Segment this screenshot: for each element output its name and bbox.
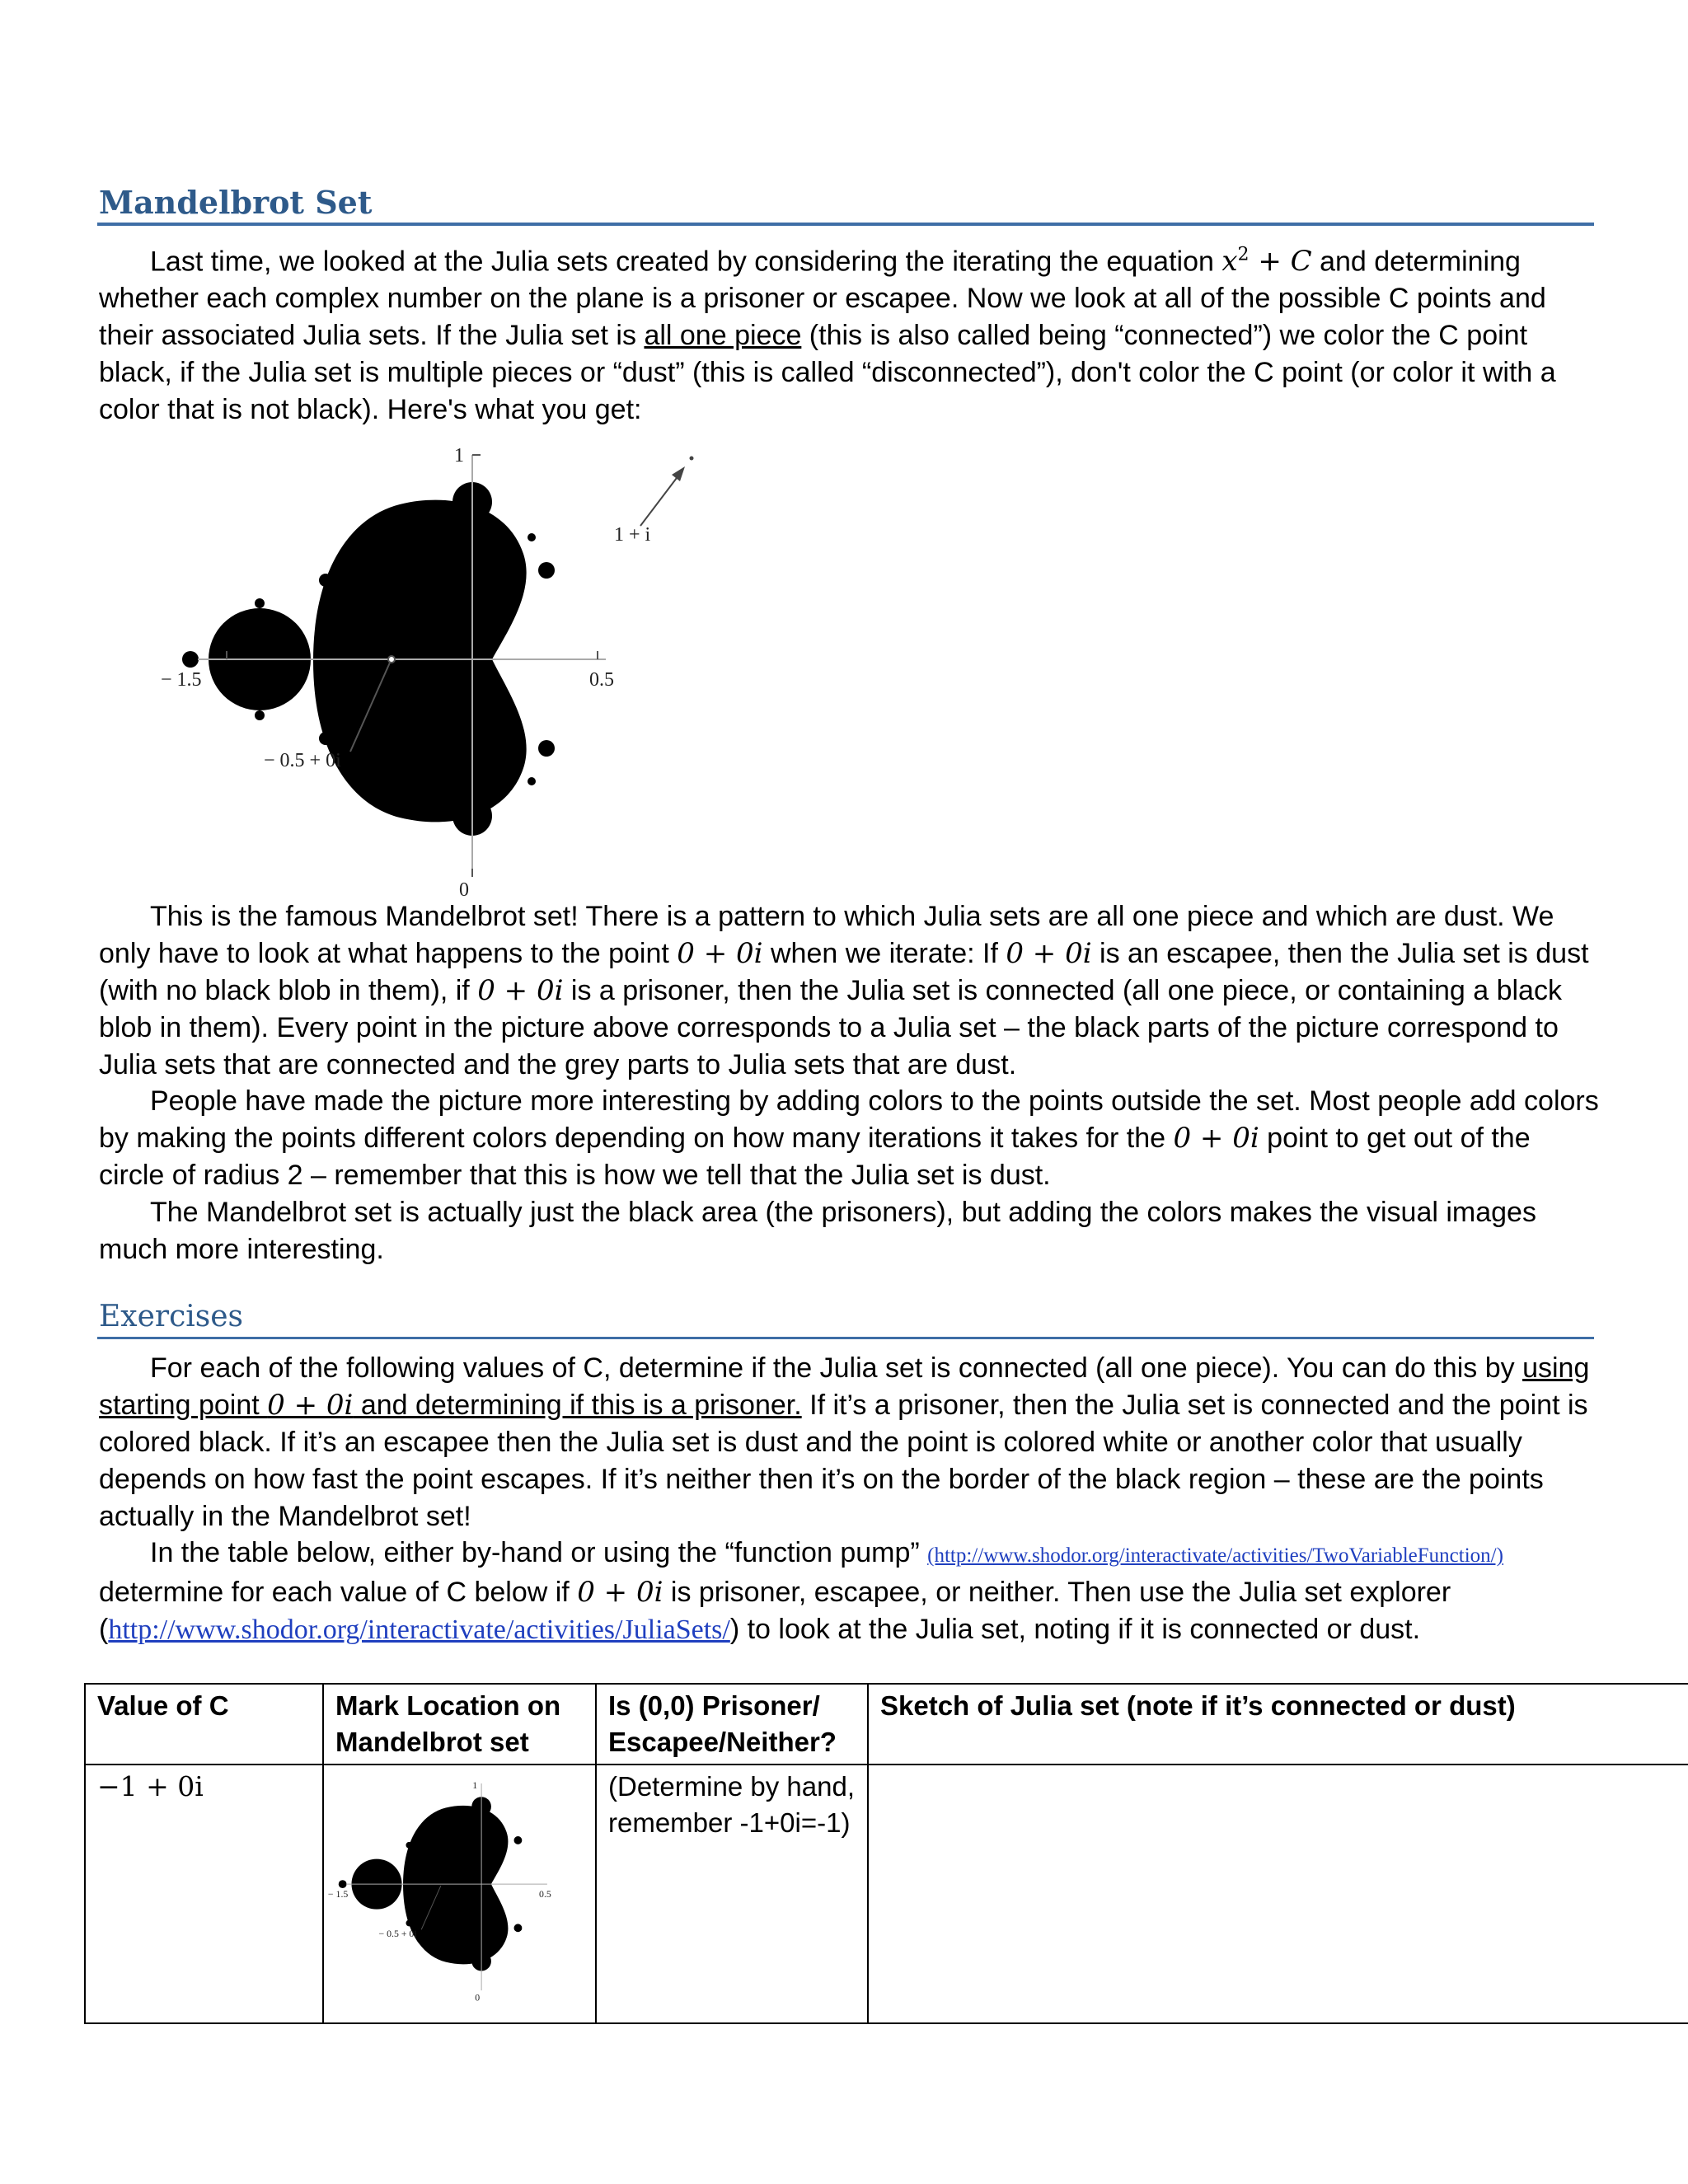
thumb-label-left: − 1.5: [327, 1887, 349, 1900]
math-origin-4: 0 + 0i: [1173, 1122, 1259, 1155]
math-origin-6: 0 + 0i: [577, 1576, 663, 1609]
exercises-heading: Exercises: [99, 1300, 244, 1333]
function-pump-link[interactable]: (http://www.shodor.org/interactivate/activities/TwoVariableFunction/): [927, 1544, 1503, 1567]
pattern-text-1: This is the famous Mandelbrot set! There is a pattern to which Julia sets are all one piece and which are dust. We only have to look at what happens to the point: [99, 901, 1554, 969]
title-rule: [97, 223, 1594, 226]
intro-text-3: (this is also called being “connected”) we color the C point black, if the Julia set is multiple pieces or “dust” (this is called “disconnected”), don't color the C point (or color it with a color that is not black). Here's what you get:: [99, 320, 1556, 426]
header-prisoner-status: Is (0,0) Prisoner/ Escapee/Neither?: [596, 1684, 868, 1765]
pattern-text-2: when we iterate: If: [762, 938, 1006, 969]
cell-prisoner-status[interactable]: (Determine by hand, remember -1+0i=-1): [596, 1765, 868, 2023]
pattern-paragraph: [99, 898, 1599, 1084]
cell-julia-sketch[interactable]: [868, 1765, 1688, 2023]
page-title: Mandelbrot Set: [99, 184, 373, 221]
math-origin-2: 0 + 0i: [1006, 937, 1092, 970]
intro-paragraph: [99, 237, 1599, 429]
black-area-paragraph: The Mandelbrot set is actually just the black area (the prisoners), but adding the colors makes the visual images much more interesting.: [99, 1197, 1536, 1265]
colors-text-1: People have made the picture more interesting by adding colors to the points outside the set. Most people add colors by making the points different colors depending on how many iterations it takes for the: [99, 1085, 1599, 1154]
underline-part-1: using starting point: [99, 1352, 1590, 1421]
intro-underline: all one piece: [644, 320, 802, 352]
equation-exponent: 2: [1237, 245, 1250, 265]
header-julia-sketch: Sketch of Julia set (note if it’s connected or dust): [868, 1684, 1688, 1765]
thumb-label-right: 0.5: [539, 1887, 551, 1900]
thumb-label-top: 1: [472, 1779, 478, 1791]
label-top: 1: [454, 447, 464, 466]
math-origin-5: 0 + 0i: [267, 1389, 354, 1422]
exercises-rule: [97, 1337, 1594, 1339]
header-value-of-c: Value of C: [85, 1684, 323, 1765]
intro-text-1: Last time, we looked at the Julia sets created by considering the iterating the equation: [150, 246, 1222, 278]
table-header-row: [85, 1684, 1688, 1765]
header-mark-location: Mark Location on Mandelbrot set: [323, 1684, 596, 1765]
colors-paragraph: [99, 1083, 1599, 1194]
instructions-text-1: In the table below, either by-hand or using the “function pump”: [150, 1537, 928, 1568]
pattern-text-3: is an escapee, then the Julia set is dust (with no black blob in them), if: [99, 938, 1589, 1006]
math-origin-1: 0 + 0i: [677, 937, 763, 970]
arrow-icon: [640, 457, 694, 527]
underline-part-2: and determining if this is a prisoner.: [353, 1390, 802, 1421]
exercises-text-2: If it’s a prisoner, then the Julia set is connected and the point is colored black. If it’s an escapee then the Julia set is dust and the point is colored white or another color that usually depends on how fast the point escapes. If it’s neither then it’s on the border of the black region – these are the points actually in the Mandelbrot set!: [99, 1390, 1588, 1532]
table-row: [85, 1765, 1688, 2023]
cell-value-of-c: −1 + 0i: [85, 1765, 323, 2023]
equation-x: x: [1221, 245, 1238, 279]
instructions-text-2: determine for each value of C below if: [99, 1577, 578, 1608]
colors-text-2: point to get out of the circle of radius 2 – remember that this is how we tell that the Julia set is dust.: [99, 1122, 1531, 1191]
table-instructions-paragraph: [99, 1535, 1599, 1648]
label-point: − 0.5 + 0i: [264, 750, 341, 771]
julia-explorer-link[interactable]: http://www.shodor.org/interactivate/activities/JuliaSets/: [108, 1615, 730, 1645]
intro-text-2: and determining whether each complex number on the plane is a prisoner or escapee. Now we look at all of the possible C points and their associated Julia sets. If the Julia set is: [99, 246, 1546, 352]
label-left: − 1.5: [161, 669, 202, 691]
cell-mark-location[interactable]: [323, 1765, 596, 2023]
exercises-paragraph: [99, 1350, 1599, 1535]
thumb-label-point: − 0.5 + 0i: [378, 1928, 417, 1940]
pattern-text-4: is a prisoner, then the Julia set is connected (all one piece, or containing a black blob in them). Every point in the picture above corresponds to a Julia set – the black parts of the picture correspond to Julia sets that are connected and the grey parts to Julia sets that are dust.: [99, 975, 1562, 1080]
exercises-text-1: For each of the following values of C, determine if the Julia set is connected (all one piece). You can do this by: [150, 1352, 1523, 1384]
equation: [1221, 245, 1311, 278]
equation-rest: + C: [1249, 245, 1312, 279]
instructions-text-3: is prisoner, escapee, or neither. Then use the Julia set explorer (: [99, 1577, 1451, 1645]
thumb-label-bottom: 0: [475, 1991, 481, 2004]
math-origin-3: 0 + 0i: [477, 974, 564, 1007]
exercise-table: [84, 1683, 1688, 2024]
mandelbrot-figure: [152, 447, 705, 898]
label-right: 0.5: [589, 669, 614, 691]
mandelbrot-thumbnail[interactable]: [324, 1765, 596, 2016]
instructions-text-4: ) to look at the Julia set, noting if it is connected or dust.: [729, 1614, 1421, 1645]
point-marker: [388, 656, 395, 663]
label-bottom: 0: [459, 879, 469, 898]
label-arrow: 1 + i: [614, 524, 651, 546]
